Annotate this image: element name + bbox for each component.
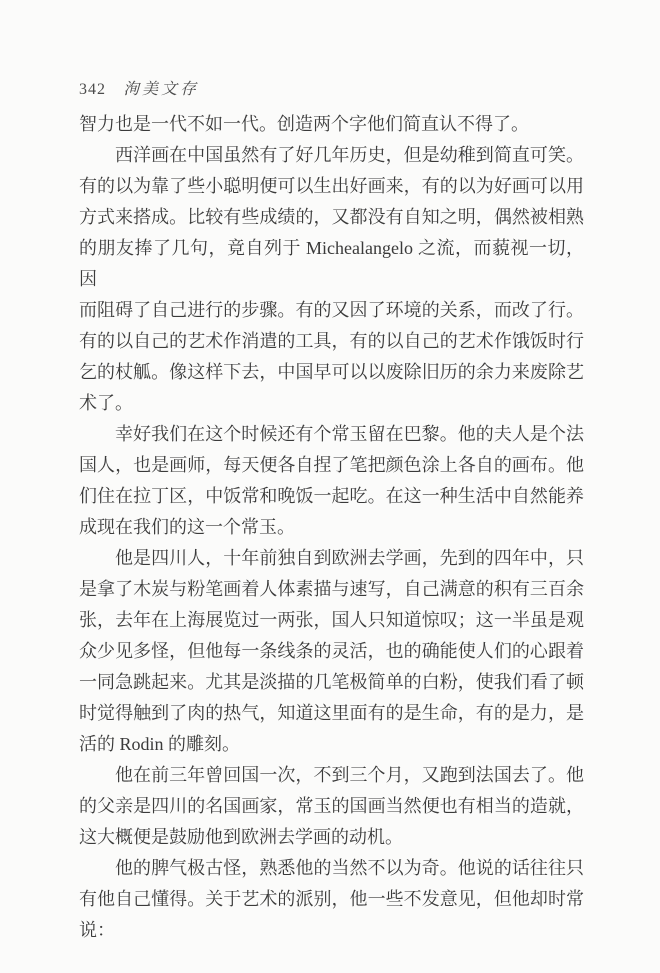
text-line: 时觉得触到了肉的热气，知道这里面有的是生命，有的是力，是 — [79, 703, 584, 723]
text-line: 们住在拉丁区，中饭常和晚饭一起吃。在这一种生活中自然能养 — [79, 486, 584, 506]
text-line: 这大概便是鼓励他到欧洲去学画的动机。 — [79, 827, 403, 847]
text-line: 是拿了木炭与粉笔画着人体素描与速写，自己满意的积有三百余 — [79, 579, 584, 599]
book-title: 洵美文存 — [123, 81, 200, 98]
text-line: 有他自己懂得。关于艺术的派别，他一些不发意见，但他却时常 — [79, 889, 584, 909]
text-line: 的父亲是四川的名国画家，常玉的国画当然便也有相当的造就， — [79, 796, 584, 816]
text-line: 有的以为靠了些小聪明便可以生出好画来，有的以为好画可以用 — [79, 176, 584, 196]
text-line: 智力也是一代不如一代。创造两个字他们简直认不得了。 — [79, 114, 529, 134]
text-body — [79, 109, 584, 946]
text-line: 一同急跳起来。尤其是淡描的几笔极简单的白粉，使我们看了顿 — [79, 672, 584, 692]
text-line: 他是四川人，十年前独自到欧洲去学画，先到的四年中，只 — [115, 548, 584, 568]
text-line: 他在前三年曾回国一次，不到三个月，又跑到法国去了。他 — [115, 765, 584, 785]
text-line: 的朋友捧了几句，竟自列于 Michealangelo 之流，而藐视一切，因 — [79, 238, 584, 289]
text-line: 方式来搭成。比较有些成绩的，又都没有自知之明，偶然被相熟 — [79, 207, 584, 227]
text-line: 他的脾气极古怪，熟悉他的当然不以为奇。他说的话往往只 — [115, 858, 584, 878]
text-line: 成现在我们的这一个常玉。 — [79, 517, 295, 537]
text-line: 活的 Rodin 的雕刻。 — [79, 734, 241, 754]
text-line: 张，去年在上海展览过一两张，国人只知道惊叹；这一半虽是观 — [79, 610, 584, 630]
text-line: 说： — [79, 920, 115, 940]
page-number: 342 — [79, 81, 106, 98]
text-line: 而阻碍了自己进行的步骤。有的又因了环境的关系，而改了行。 — [79, 300, 584, 320]
text-line: 众少见多怪，但他每一条线条的灵活，也的确能使人们的心跟着 — [79, 641, 584, 661]
page-header — [79, 76, 199, 99]
text-line: 国人，也是画师，每天便各自捏了笔把颜色涂上各自的画布。他 — [79, 455, 584, 475]
text-line: 术了。 — [79, 393, 133, 413]
text-line: 有的以自己的艺术作消遣的工具，有的以自己的艺术作饿饭时行 — [79, 331, 584, 351]
text-line: 西洋画在中国虽然有了好几年历史，但是幼稚到简直可笑。 — [115, 145, 584, 165]
text-line: 幸好我们在这个时候还有个常玉留在巴黎。他的夫人是个法 — [115, 424, 584, 444]
text-line: 乞的杖觚。像这样下去，中国早可以以废除旧历的余力来废除艺 — [79, 362, 584, 382]
